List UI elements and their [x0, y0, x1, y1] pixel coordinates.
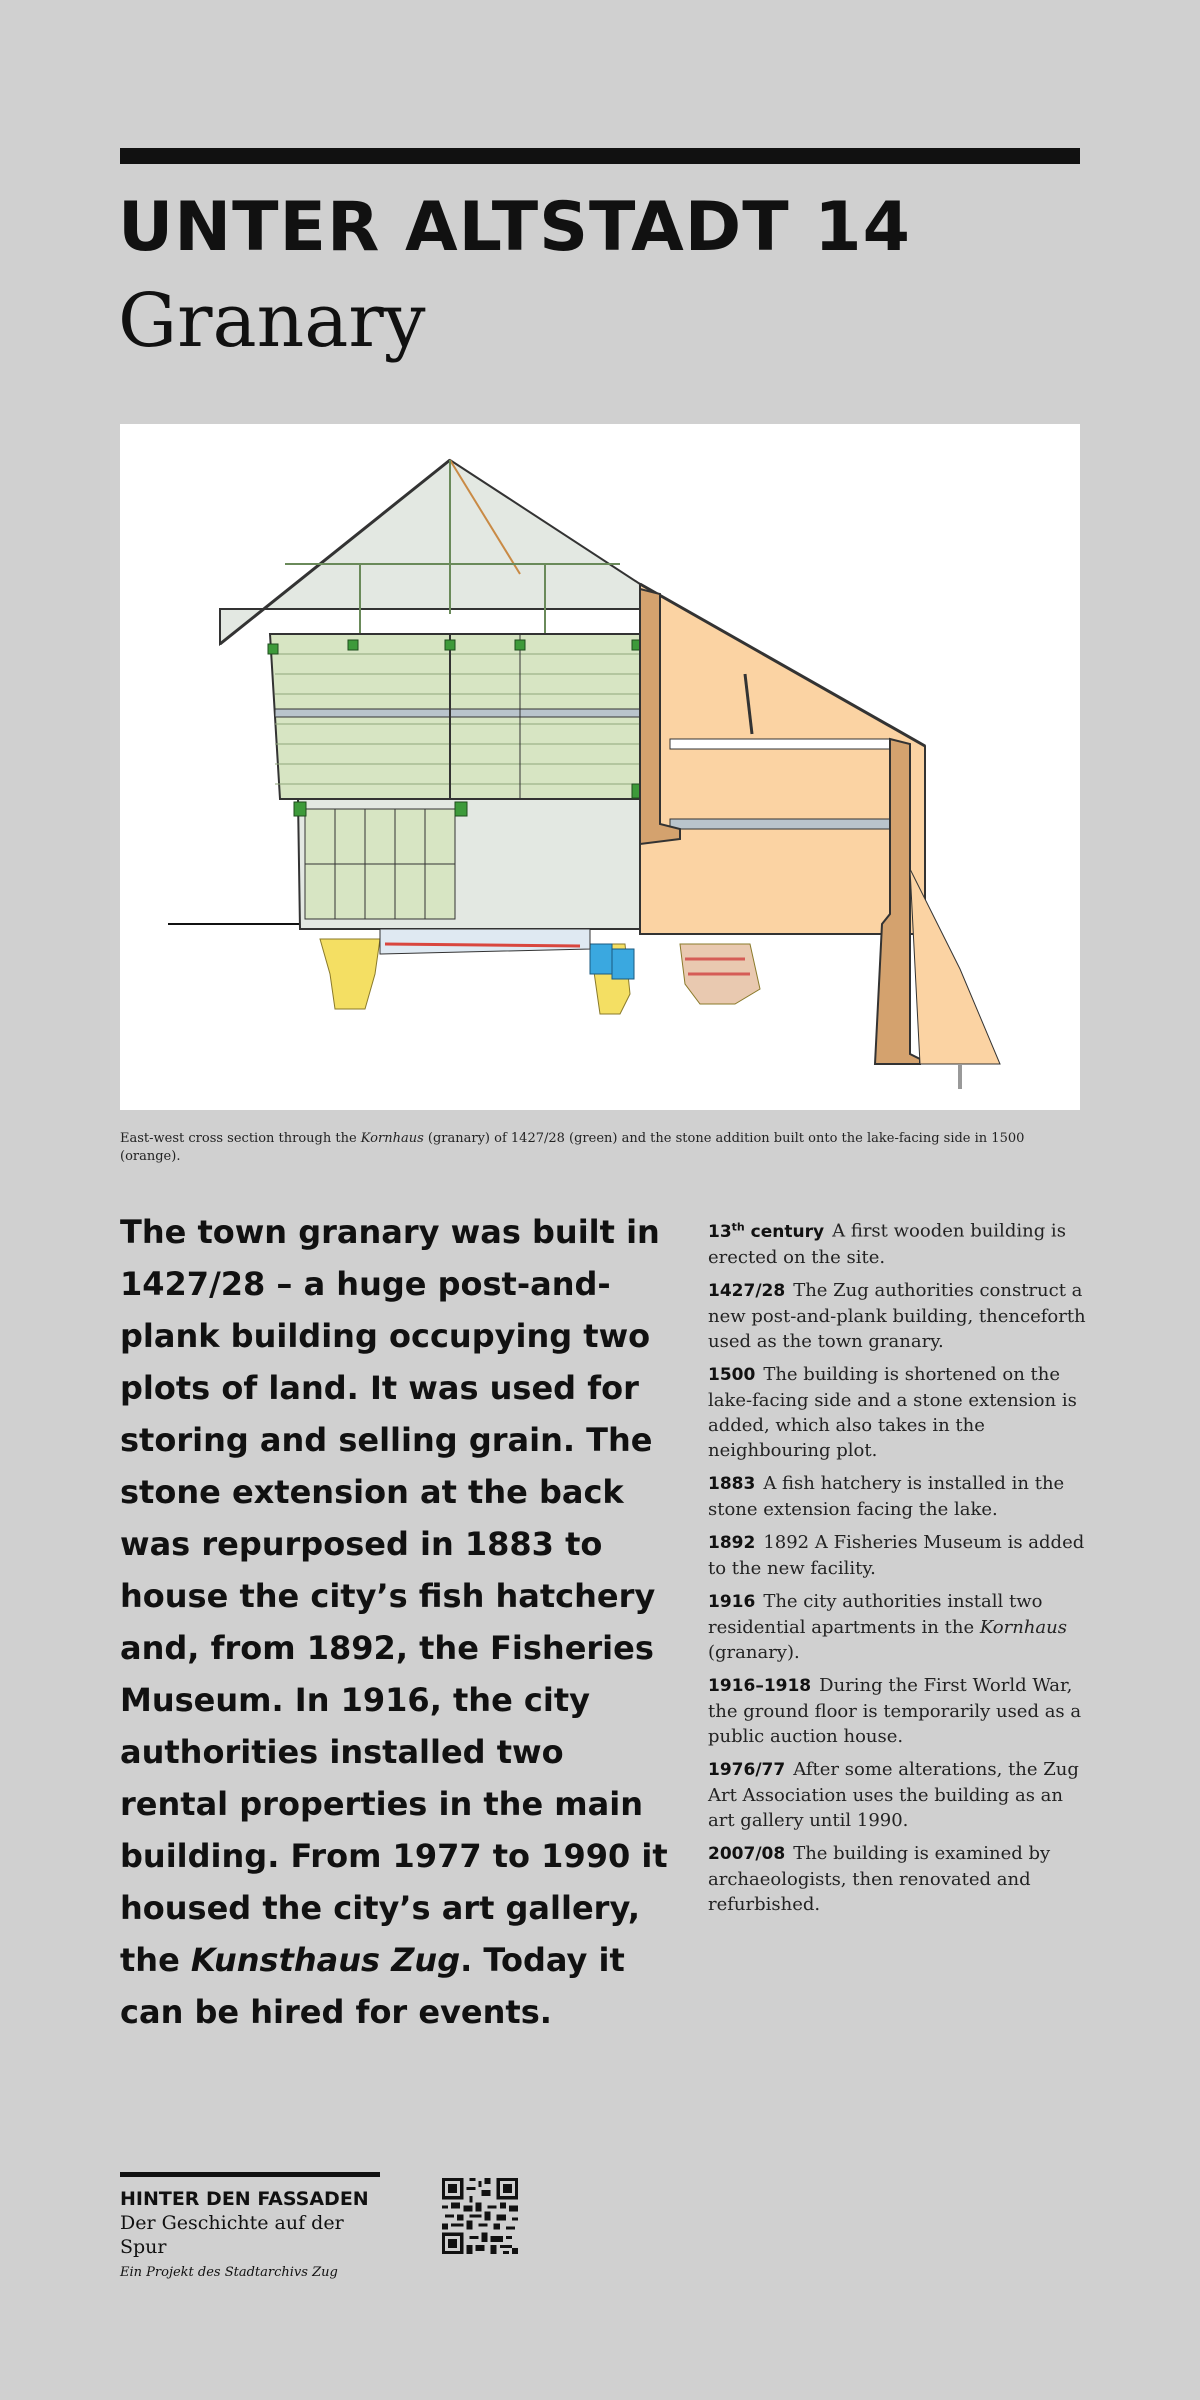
timeline-entry: 1916–1918 During the First World War, the ground floor is temporarily used as a public auction house.	[708, 1674, 1082, 1747]
cross-section-drawing	[120, 424, 1080, 1110]
footer-rule	[120, 2172, 380, 2177]
timeline-year: 1427/28	[708, 1280, 786, 1301]
timeline-year: 13th century	[708, 1220, 825, 1242]
timeline-entry: 1500 The building is shortened on the lake-facing side and a stone extension is added, which also takes in the neighbouring plot.	[708, 1363, 1077, 1461]
lead-paragraph: The town granary was built in 1427/28 – a huge post-and-plank building occupying two plots of land. It was used for storing and selling grain. The stone extension at the back was repurposed in 1883 to house the city’s fish hatchery and, from 1892, the Fisheries Museum. In 1916, the city authorities installed two rental properties in the main building. From 1977 to 1990 it housed the city’s art gallery, the Kunsthaus Zug. Today it can be hired for events.	[120, 1213, 668, 2031]
timeline-entry: 1916 The city authorities install two residential apartments in the Kornhaus (granary).	[708, 1590, 1067, 1663]
timeline-year: 1916	[708, 1591, 756, 1612]
timeline-entry: 1892 1892 A Fisheries Museum is added to the new facility.	[708, 1531, 1085, 1579]
header-rule	[120, 148, 1080, 164]
timeline-year: 2007/08	[708, 1843, 786, 1864]
history-timeline	[708, 1214, 1088, 1925]
timeline-entry: 13th century A first wooden building is erected on the site.	[708, 1220, 1066, 1268]
timeline-year: 1883	[708, 1473, 756, 1494]
page-subtitle: Granary	[118, 278, 426, 364]
footer-branding	[120, 2172, 380, 2283]
timeline-entry: 2007/08 The building is examined by archaeologists, then renovated and refurbished.	[708, 1842, 1051, 1915]
timeline-entry: 1883 A fish hatchery is installed in the stone extension facing the lake.	[708, 1472, 1065, 1520]
timeline-year: 1500	[708, 1364, 756, 1385]
timeline-entry: 1976/77 After some alterations, the Zug Art Association uses the building as an art gallery until 1990.	[708, 1758, 1079, 1831]
footer-note: Ein Projekt des Stadtarchivs Zug	[120, 2265, 338, 2280]
page-title: UNTER ALTSTADT 14	[118, 188, 911, 267]
qr-code-icon[interactable]	[442, 2178, 518, 2254]
timeline-year: 1892	[708, 1532, 756, 1553]
timeline-entry: 1427/28 The Zug authorities construct a new post-and-plank building, thenceforth used as the town granary.	[708, 1279, 1086, 1352]
cross-section-figure	[120, 424, 1080, 1110]
figure-caption: East-west cross section through the Kornhaus (granary) of 1427/28 (green) and the stone addition built onto the lake-facing side in 1500 (orange).	[120, 1131, 1025, 1164]
footer-subtitle: Der Geschichte auf der Spur	[120, 2212, 344, 2258]
timeline-year: 1976/77	[708, 1759, 786, 1780]
footer-title: HINTER DEN FASSADEN	[120, 2188, 369, 2210]
timeline-year: 1916–1918	[708, 1675, 812, 1696]
